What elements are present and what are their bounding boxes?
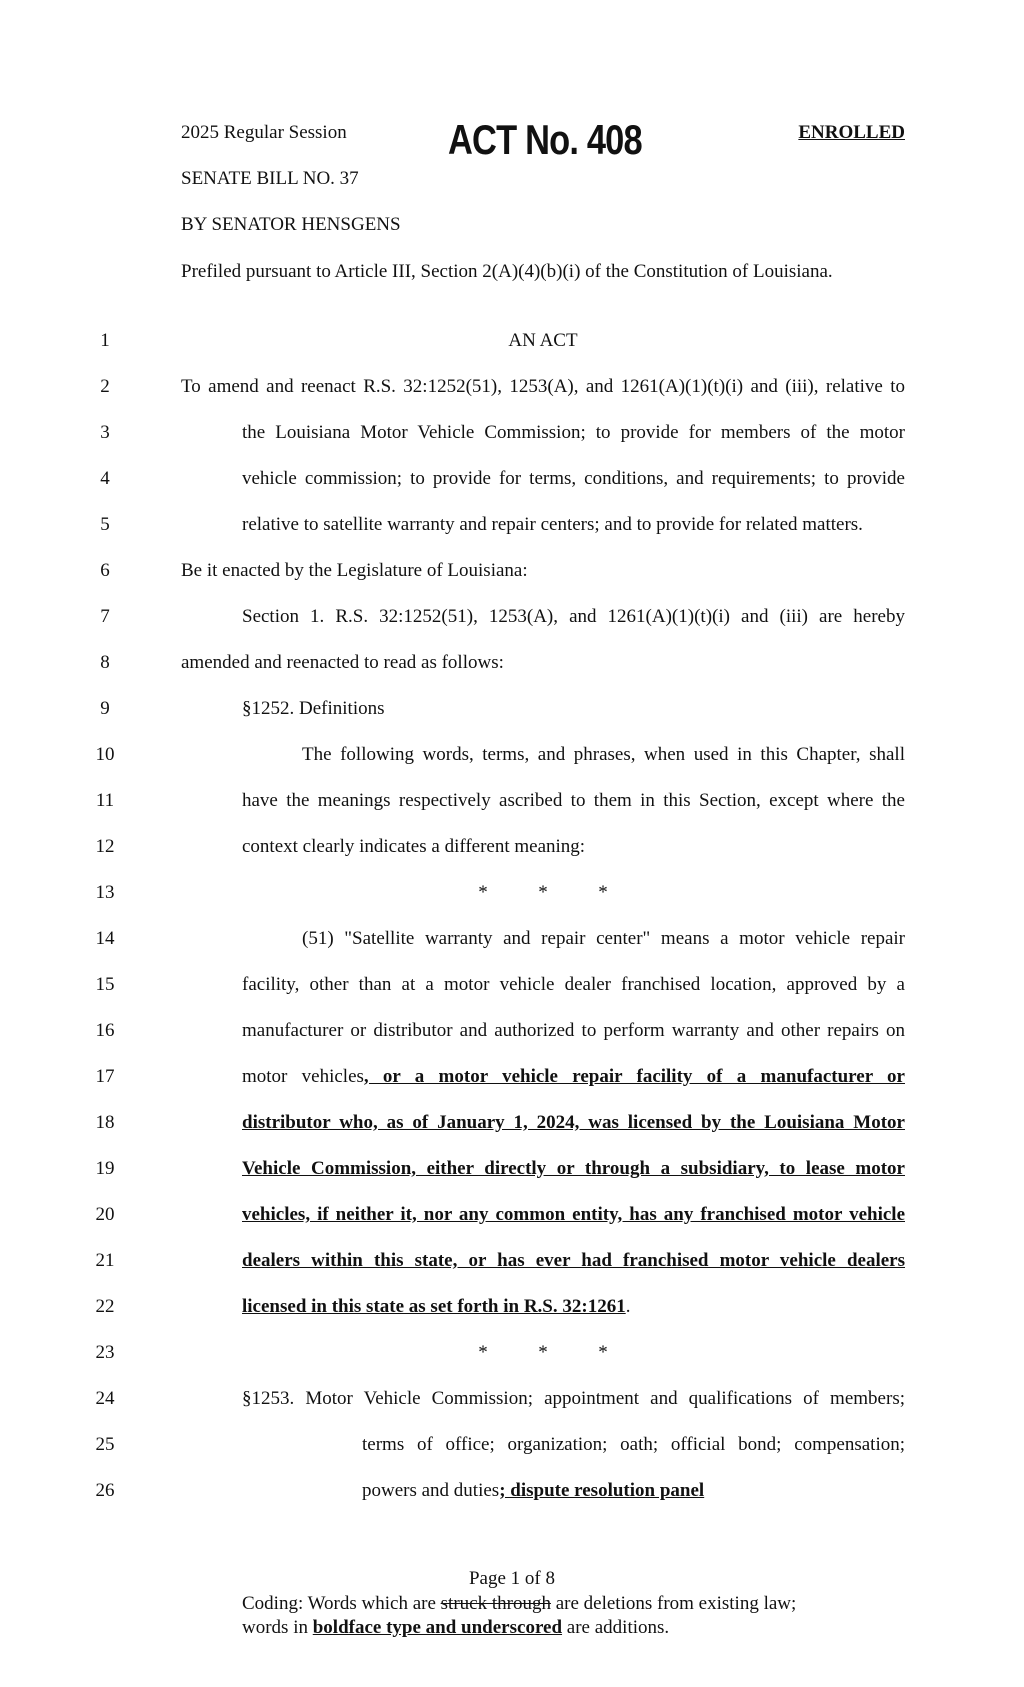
bill-author: BY SENATOR HENSGENS [181, 214, 401, 235]
coding-text: Coding: Words which are [242, 1593, 441, 1614]
line-number: 5 [100, 514, 110, 535]
paragraph-line: manufacturer or distributor and authorized to perform warranty and other repairs on [242, 1020, 905, 1041]
added-text: licensed in this state as set forth in R.S. 32:1261 [242, 1296, 626, 1317]
coding-line [242, 1592, 796, 1616]
line-number: 1 [100, 330, 110, 351]
line-number: 17 [95, 1066, 115, 1087]
paragraph-line [242, 1066, 905, 1088]
paragraph-line [242, 1158, 905, 1180]
paragraph-line: (51) "Satellite warranty and repair center" means a motor vehicle repair [302, 928, 905, 949]
line-number: 24 [95, 1388, 115, 1409]
line-number: 12 [95, 836, 115, 857]
line-number: 14 [95, 928, 115, 949]
line-number: 22 [95, 1296, 115, 1317]
line-number: 13 [95, 882, 115, 903]
line-number: 3 [100, 422, 110, 443]
line-number: 26 [95, 1480, 115, 1501]
section-heading: §1252. Definitions [242, 698, 385, 719]
star: * [478, 882, 488, 903]
title-line: relative to satellite warranty and repair centers; and to provide for related matters. [242, 514, 863, 535]
star: * [538, 1342, 548, 1363]
omission-stars [181, 1342, 905, 1364]
coding-text: are additions. [562, 1617, 670, 1638]
line-number: 23 [95, 1342, 115, 1363]
paragraph-line [242, 1204, 905, 1226]
star: * [538, 882, 548, 903]
line-number: 20 [95, 1204, 115, 1225]
title-line: To amend and reenact R.S. 32:1252(51), 1253(A), and 1261(A)(1)(t)(i) and (iii), relative to [181, 376, 905, 397]
section-line: Section 1. R.S. 32:1252(51), 1253(A), and 1261(A)(1)(t)(i) and (iii) are hereby [242, 606, 905, 627]
added-text: ; dispute resolution panel [499, 1480, 705, 1501]
added-text: , or a motor vehicle repair facility of a manufacturer or [363, 1066, 905, 1087]
line-number: 7 [100, 606, 110, 627]
line-number: 10 [95, 744, 115, 765]
paragraph-line: context clearly indicates a different meaning: [242, 836, 586, 857]
section-heading: §1253. Motor Vehicle Commission; appointment and qualifications of members; [242, 1388, 905, 1409]
line-number: 16 [95, 1020, 115, 1041]
line-number: 21 [95, 1250, 115, 1271]
paragraph-line: have the meanings respectively ascribed to them in this Section, except where the [242, 790, 905, 811]
section-heading [362, 1480, 905, 1502]
title-line: the Louisiana Motor Vehicle Commission; to provide for members of the motor [242, 422, 905, 443]
paragraph-line [242, 1296, 905, 1318]
line-number: 18 [95, 1112, 115, 1133]
act-number-title: ACT No. 408 [448, 116, 642, 163]
star: * [598, 1342, 608, 1363]
added-text: Vehicle Commission, either directly or through a subsidiary, to lease motor [242, 1158, 905, 1179]
existing-text: powers and duties [362, 1480, 500, 1501]
page-number: Page 1 of 8 [468, 1568, 555, 1589]
line-number: 6 [100, 560, 110, 581]
existing-text: . [625, 1296, 631, 1317]
paragraph-line [242, 1250, 905, 1272]
struck-sample: struck through [440, 1593, 551, 1614]
enrolled-status: ENROLLED [798, 122, 905, 143]
added-text: vehicles, if neither it, nor any common entity, has any franchised motor vehicle [242, 1204, 905, 1225]
paragraph-line: facility, other than at a motor vehicle dealer franchised location, approved by a [242, 974, 905, 995]
bold-sample: boldface type and underscored [312, 1617, 563, 1638]
line-number: 4 [100, 468, 110, 489]
act-heading: AN ACT [508, 330, 578, 351]
coding-text: words in [242, 1617, 313, 1638]
bill-number: SENATE BILL NO. 37 [181, 168, 359, 189]
section-line: amended and reenacted to read as follows: [181, 652, 504, 673]
session-label: 2025 Regular Session [181, 122, 347, 143]
line-number: 9 [100, 698, 110, 719]
line-number: 15 [95, 974, 115, 995]
title-line: vehicle commission; to provide for terms, conditions, and requirements; to provide [242, 468, 905, 489]
existing-text: motor vehicles [242, 1066, 364, 1087]
omission-stars [181, 882, 905, 904]
prefiled-note: Prefiled pursuant to Article III, Section 2(A)(4)(b)(i) of the Constitution of Louisiana. [181, 261, 833, 282]
line-number: 2 [100, 376, 110, 397]
star: * [478, 1342, 488, 1363]
paragraph-line [242, 1112, 905, 1134]
line-number: 11 [95, 790, 115, 811]
paragraph-line: The following words, terms, and phrases, when used in this Chapter, shall [302, 744, 905, 765]
coding-text: are deletions from existing law; [550, 1593, 797, 1614]
section-heading: terms of office; organization; oath; official bond; compensation; [362, 1434, 905, 1455]
coding-legend [242, 1592, 796, 1640]
line-number: 8 [100, 652, 110, 673]
added-text: dealers within this state, or has ever had franchised motor vehicle dealers [242, 1250, 905, 1271]
coding-line [242, 1616, 796, 1640]
line-number: 25 [95, 1434, 115, 1455]
enacting-clause: Be it enacted by the Legislature of Louisiana: [181, 560, 528, 581]
line-number: 19 [95, 1158, 115, 1179]
added-text: distributor who, as of January 1, 2024, was licensed by the Louisiana Motor [242, 1112, 905, 1133]
star: * [598, 882, 608, 903]
